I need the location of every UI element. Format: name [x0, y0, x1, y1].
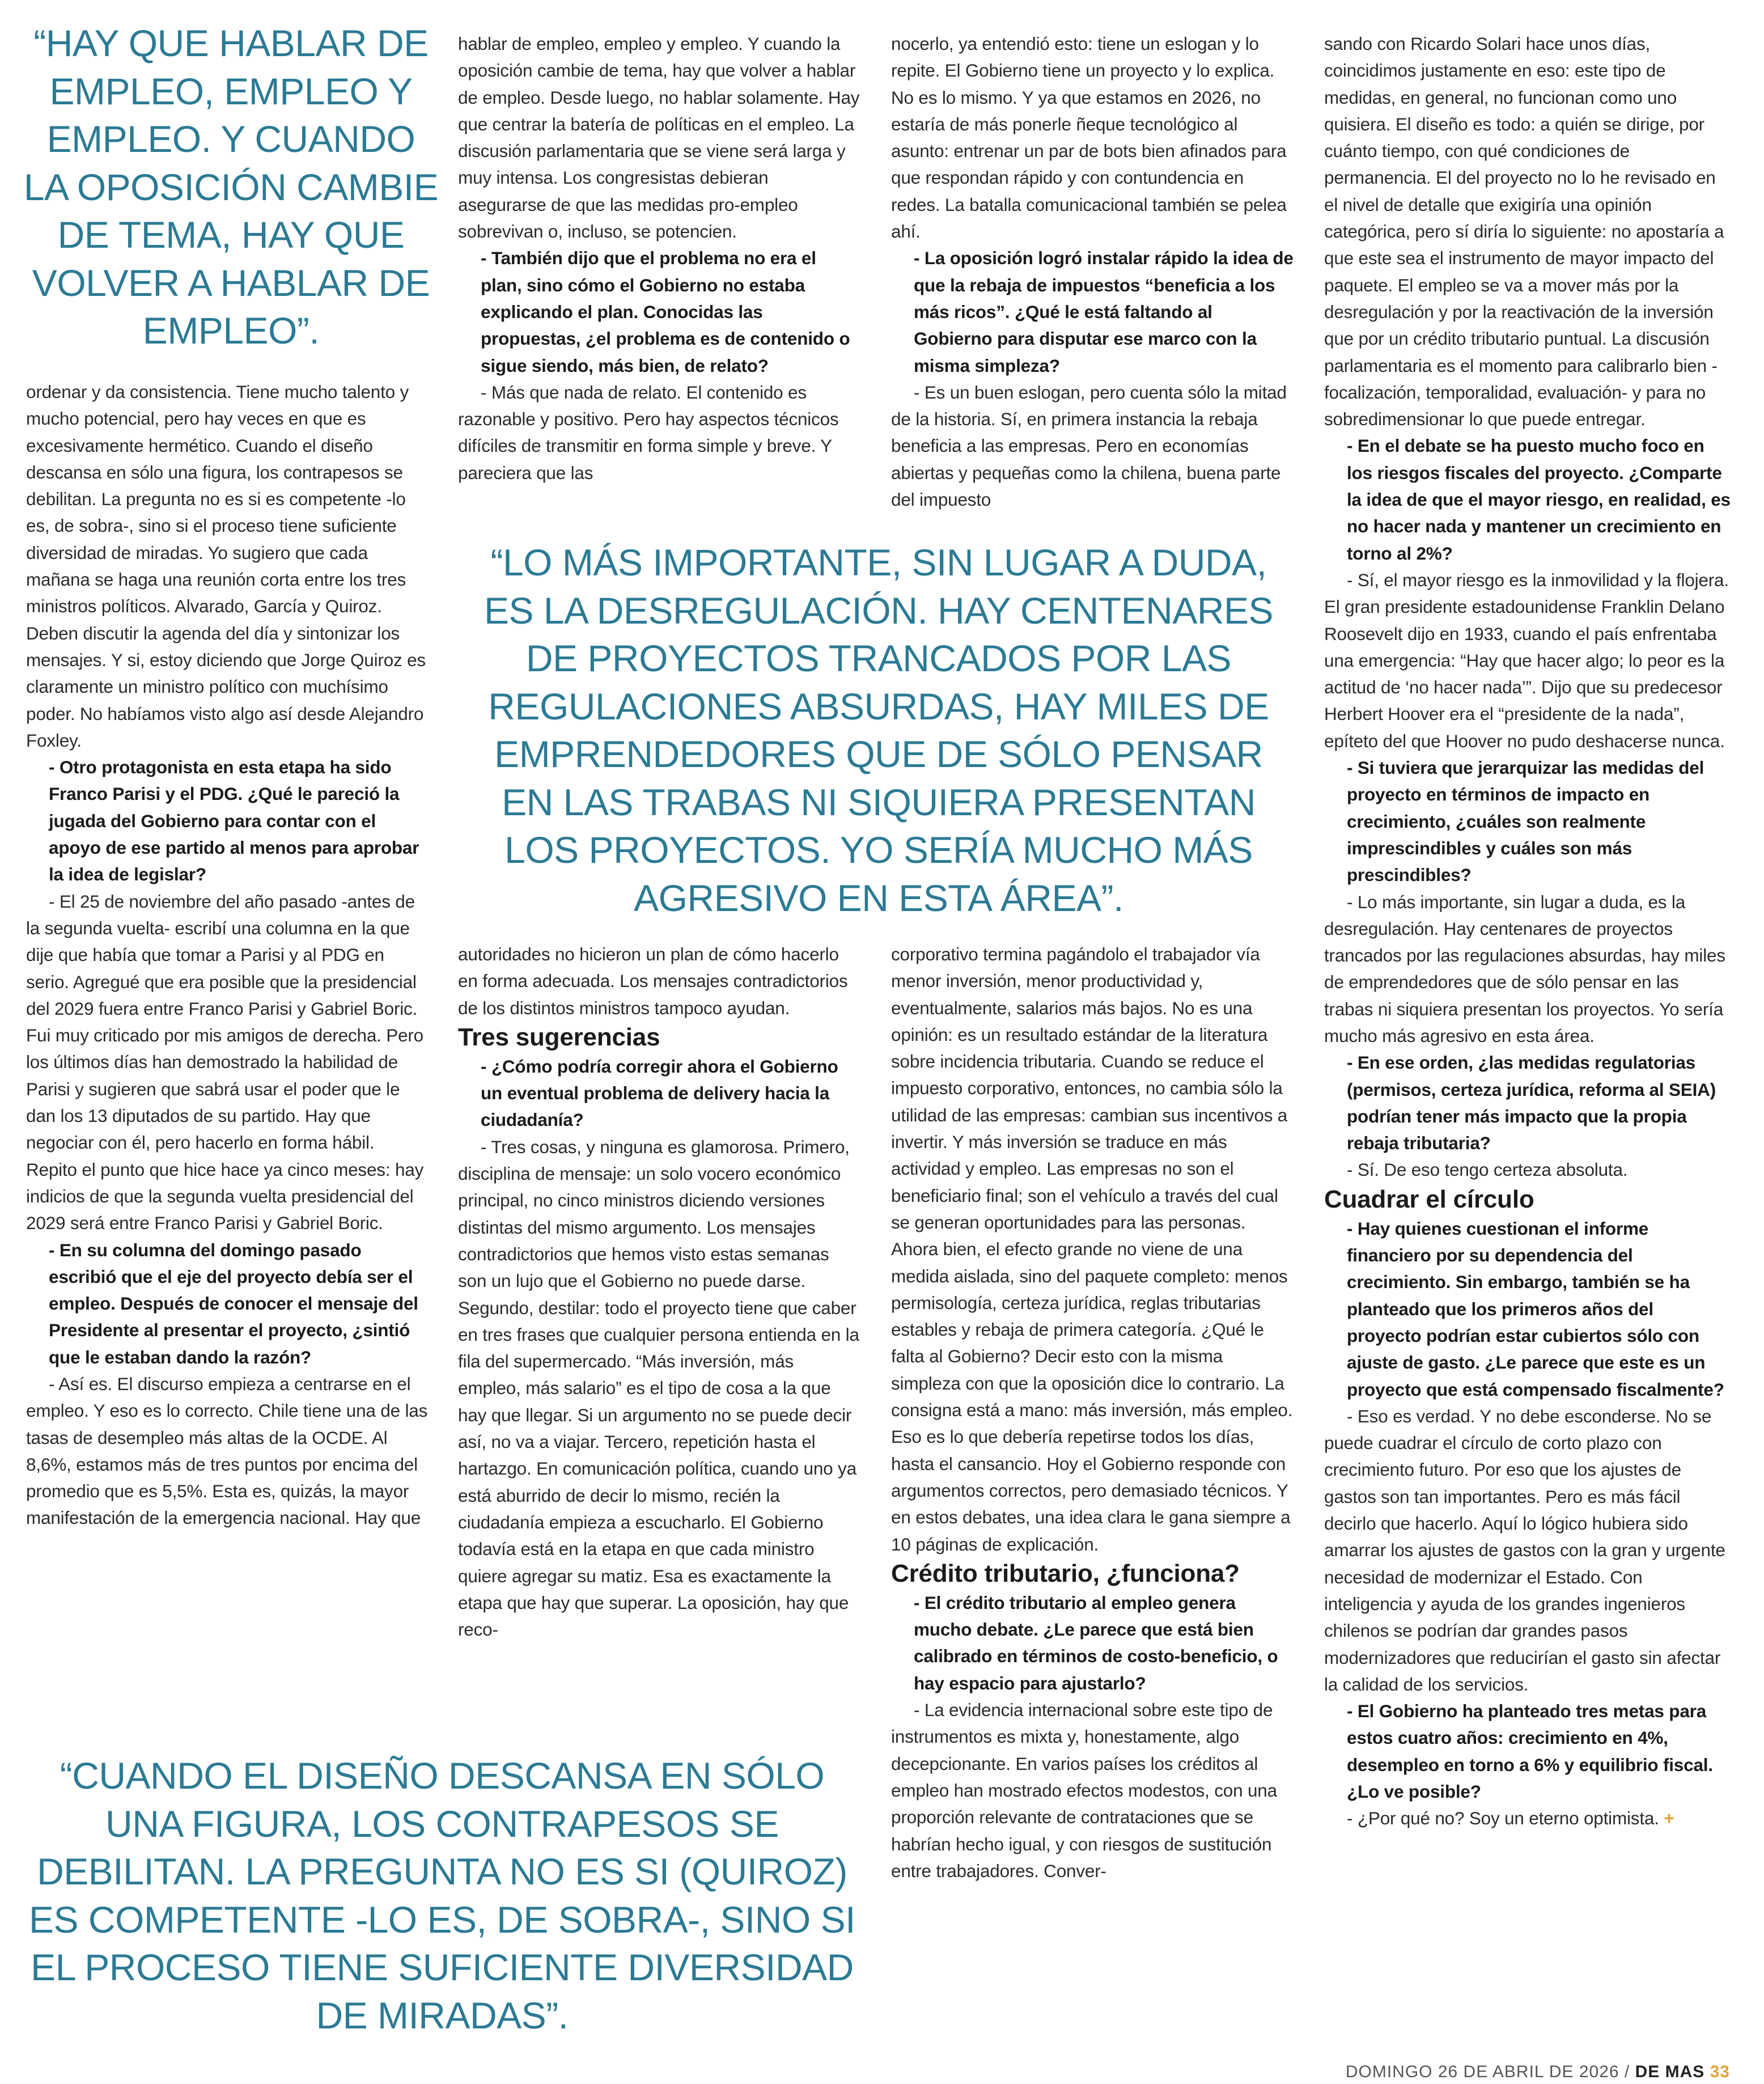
interview-answer: - Así es. El discurso empieza a centrarse en el empleo. Y eso es lo correcto. Chile tiene una de las tasas de desempleo más altas de la OCDE. Al 8,6%, estamos más de tres puntos por encima del promedio que es 5,5%. Esta es, quizás, la mayor manifestación de la emergencia nacional. Hay que: [26, 1373, 428, 1528]
interview-question: - Si tuviera que jerarquizar las medidas del proyecto en términos de impacto en crecimiento, ¿cuáles son realmente imprescindibles y cuáles son más prescindibles?: [1347, 757, 1704, 886]
interview-answer: - Eso es verdad. Y no debe esconderse. No se puede cuadrar el círculo de corto plazo con crecimiento futuro. Por eso que los ajustes de gastos son tan importantes. Pero es más fácil decirlo que hacerlo. Aquí lo lógico hubiera sido amarrar los ajustes de gastos con la gran y urgente necesidad de modernizar el Estado. Con inteligencia y ayuda de los grandes ingenieros chilenos se podrían dar grandes pasos modernizadores que reducirían el gasto sin afectar la calidad de los servicios.: [1324, 1405, 1725, 1695]
interview-answer: - Más que nada de relato. El contenido es razonable y positivo. Pero hay aspectos técnicos difíciles de transmitir en forma simple y breve. Y pareciera que las: [458, 382, 839, 483]
section-heading: Crédito tributario, ¿funciona?: [891, 1559, 1240, 1587]
section-heading: Cuadrar el círculo: [1324, 1185, 1534, 1213]
pull-quote-employment: “HAY QUE HABLAR DE EMPLEO, EMPLEO Y EMPLEO. Y CUANDO LA OPOSICIÓN CAMBIE DE TEMA, HAY QUE VOLVER A HABLAR DE EMPLEO”.: [23, 22, 439, 351]
interview-answer: - Sí, el mayor riesgo es la inmovilidad y la flojera. El gran presidente estadounidense Franklin Delano Roosevelt dijo en 1933, cuando el país enfrentaba una emergencia: “Hay que hacer algo; lo peor es la actitud de ‘no hacer nada’”. Dijo que su predecesor Herbert Hoover era el “presidente de la nada”, epíteto del que Hoover no pudo deshacerse nunca.: [1324, 569, 1729, 751]
column-3-bottom: [891, 941, 1294, 1884]
column-1: [26, 379, 429, 1532]
page-number: 33: [1710, 2062, 1730, 2081]
column-2-top: [458, 31, 860, 486]
paragraph: nocerlo, ya entendió esto: tiene un eslogan y lo repite. El Gobierno tiene un proyecto y lo explica. No es lo mismo. Y ya que estamos en 2026, no estaría de más ponerle ñeque tecnológico al asunto: entrenar un par de bots bien afinados para que respondan rápido y con contundencia en redes. La batalla comunicacional también se pelea ahí.: [891, 33, 1287, 242]
interview-answer: - El 25 de noviembre del año pasado -antes de la segunda vuelta- escribí una columna en la que dije que había que tomar a Parisi y al PDG en serio. Agregué que era posible que la presidencial del 2029 fuera entre Franco Parisi y Gabriel Boric. Fui muy criticado por mis amigos de derecha. Pero los últimos días han demostrado la habilidad de Parisi y sugieren que sabrá usar el poder que le dan los 13 diputados de su partido. Hay que negociar con él, pero hacerlo en forma hábil. Repito el punto que hice hace ya cinco meses: hay indicios de que la segunda vuelta presidencial del 2029 será entre Franco Parisi y Gabriel Boric.: [26, 891, 424, 1234]
interview-question: - En su columna del domingo pasado escribió que el eje del proyecto debía ser el empleo. Después de conocer el mensaje del Presidente al presentar el proyecto, ¿sintió que le estaban dando la razón?: [49, 1239, 418, 1367]
pull-quote-deregulation: “LO MÁS IMPORTANTE, SIN LUGAR A DUDA, ES LA DESREGULACIÓN. HAY CENTENARES DE PROYECTOS TRANCADOS POR LAS REGULACIONES ABSURDAS, HAY MILES DE EMPRENDEDORES QUE DE SÓLO PENSAR EN LAS TRABAS NI SIQUIERA PRESENTAN LOS PROYECTOS. YO SERÍA MUCHO MÁS AGRESIVO EN ESTA ÁREA”.: [484, 541, 1274, 919]
interview-answer: - Lo más importante, sin lugar a duda, es la desregulación. Hay centenares de proyectos trancados por las regulaciones absurdas, hay miles de emprendedores que de sólo pensar en las trabas ni siquiera presentan los proyectos. Yo sería mucho más agresivo en esta área.: [1324, 891, 1725, 1046]
interview-question: - El Gobierno ha planteado tres metas para estos cuatro años: crecimiento en 4%, desempleo en torno a 6% y equilibrio fiscal. ¿Lo ve posible?: [1347, 1701, 1713, 1802]
interview-answer: - Sí. De eso tengo certeza absoluta.: [1347, 1159, 1628, 1180]
paragraph: sando con Ricardo Solari hace unos días, coincidimos justamente en eso: este tipo de medidas, en general, no funcionan como uno quisiera. El diseño es todo: a quién se dirige, por cuánto tiempo, con qué condiciones de permanencia. El del proyecto no lo he revisado en el nivel de detalle que exigiría una opinión categórica, pero sí diría lo siguiente: no apostaría a que este sea el instrumento de mayor impacto del paquete. El empleo se va a mover más por la desregulación y por la reactivación de la inversión que por un crédito tributario puntual. La discusión parlamentaria es el momento para calibrarlo bien -focalización, temporalidad, evaluación- y para no sobredimensionar lo que puede entregar.: [1324, 33, 1724, 430]
column-3-top: [891, 31, 1294, 513]
footer-date: DOMINGO 26 DE ABRIL DE 2026 /: [1345, 2062, 1630, 2081]
interview-question: - El crédito tributario al empleo genera mucho debate. ¿Le parece que está bien calibrado en términos de costo-beneficio, o hay espacio para ajustarlo?: [914, 1592, 1278, 1693]
paragraph: corporativo termina pagándolo el trabajador vía menor inversión, menor productividad y, eventualmente, salarios más bajos. No es una opinión: es un resultado estándar de la literatura sobre incidencia tributaria. Cuando se reduce el impuesto corporativo, entonces, no cambia sólo la utilidad de las empresas: cambian sus incentivos a invertir. Y más inversión se traduce en más actividad y empleo. Las empresas no son el beneficiario final; son el vehículo a través del cual se generan oportunidades para las personas. Ahora bien, el efecto grande no viene de una medida aislada, sino del paquete completo: menos permisología, certeza jurídica, reglas tributarias estables y rebaja de primera categoría. ¿Qué le falta al Gobierno? Decir esto con la misma simpleza con que la oposición dice lo contrario. La consigna está a mano: más inversión, más empleo. Eso es lo que debería repetirse todos los días, hasta el cansancio. Hoy el Gobierno responde con argumentos correctos, pero demasiado técnicos. Y en estos debates, una idea clara le gana siempre a 10 páginas de explicación.: [891, 944, 1293, 1554]
interview-question: - Otro protagonista en esta etapa ha sido Franco Parisi y el PDG. ¿Qué le pareció la jugada del Gobierno para contar con el apoyo de ese partido al menos para aprobar la idea de legislar?: [49, 757, 419, 885]
interview-question: - También dijo que el problema no era el plan, sino cómo el Gobierno no estaba explicando el plan. Conocidas las propuestas, ¿el problema es de contenido o sigue siendo, más bien, de relato?: [481, 248, 850, 376]
interview-question: - La oposición logró instalar rápido la idea de que la rebaja de impuestos “beneficia a los más ricos”. ¿Qué le está faltando al Gobierno para disputar ese marco con la misma simpleza?: [914, 248, 1294, 376]
column-4: [1324, 31, 1732, 1832]
page-footer: [1346, 2062, 1730, 2082]
interview-question: - Hay quienes cuestionan el informe financiero por su dependencia del crecimiento. Sin embargo, también se ha planteado que los primeros años del proyecto podrían estar cubiertos sólo con ajuste de gasto. ¿Le parece que este es un proyecto que está compensado fiscalmente?: [1347, 1218, 1724, 1400]
footer-section: DE MAS: [1635, 2062, 1705, 2081]
end-mark-icon: +: [1664, 1808, 1674, 1829]
interview-question: - En ese orden, ¿las medidas regulatorias (permisos, certeza jurídica, reforma al SEIA) podrían tener más impacto que la propia rebaja tributaria?: [1347, 1052, 1716, 1154]
paragraph: autoridades no hicieron un plan de cómo hacerlo en forma adecuada. Los mensajes contradictorios de los distintos ministros tampoco ayudan.: [458, 944, 848, 1018]
interview-answer: - La evidencia internacional sobre este tipo de instrumentos es mixta y, honestamente, algo decepcionante. En varios países los créditos al empleo han mostrado efectos modestos, con una proporción relevante de contrataciones que se habrían hecho igual, y con riesgos de sustitución entre trabajadores. Conver-: [891, 1700, 1277, 1881]
column-2-bottom: [458, 941, 860, 1643]
interview-answer: - Tres cosas, y ninguna es glamorosa. Primero, disciplina de mensaje: un solo vocero económico principal, no cinco ministros diciendo versiones distintas del mismo argumento. Los mensajes contradictorios que hemos visto estas semanas son un lujo que el Gobierno no puede darse. Segundo, destilar: todo el proyecto tiene que caber en tres frases que cualquier persona entienda en la fila del supermercado. “Más inversión, más empleo, más salario” es el tipo de cosa a la que hay que llegar. Si un argumento no se puede decir así, no va a viajar. Tercero, repetición hasta el hartazgo. En comunicación política, cuando uno ya está aburrido de decir lo mismo, recién la ciudadanía empieza a escucharlo. El Gobierno todavía está en la etapa en que cada ministro quiere agregar su matiz. Esa es exactamente la etapa que hay que superar. La oposición, hay que reco-: [458, 1136, 859, 1640]
interview-answer: [1324, 1805, 1732, 1832]
final-answer: - ¿Por qué no? Soy un eterno optimista.: [1347, 1808, 1659, 1829]
section-heading: Tres sugerencias: [458, 1023, 660, 1051]
interview-question: - En el debate se ha puesto mucho foco en los riesgos fiscales del proyecto. ¿Comparte la idea de que el mayor riesgo, en realidad, es no hacer nada y mantener un crecimiento en torno al 2%?: [1347, 435, 1731, 564]
pull-quote-design: “CUANDO EL DISEÑO DESCANSA EN SÓLO UNA FIGURA, LOS CONTRAPESOS SE DEBILITAN. LA PREGUNTA NO ES SI (QUIROZ) ES COMPETENTE -LO ES, DE SOBRA-, SINO SI EL PROCESO TIENE SUFICIENTE DIVERSIDAD DE MIRADAS”.: [29, 1755, 855, 2036]
interview-answer: - Es un buen eslogan, pero cuenta sólo la mitad de la historia. Sí, en primera instancia la rebaja beneficia a las empresas. Pero en economías abiertas y pequeñas como la chilena, buena parte del impuesto: [891, 382, 1287, 510]
interview-question: - ¿Cómo podría corregir ahora el Gobierno un eventual problema de delivery hacia la ciudadanía?: [481, 1056, 838, 1130]
paragraph: hablar de empleo, empleo y empleo. Y cuando la oposición cambie de tema, hay que volver a hablar de empleo. Desde luego, no hablar solamente. Hay que centrar la batería de políticas en el empleo. La discusión parlamentaria que se viene será larga y muy intensa. Los congresistas debieran asegurarse de que las medidas pro-empleo sobrevivan o, incluso, se potencien.: [458, 33, 860, 242]
paragraph: ordenar y da consistencia. Tiene mucho talento y mucho potencial, pero hay veces en que es excesivamente hermético. Cuando el diseño descansa en sólo una figura, los contrapesos se debilitan. La pregunta no es si es competente -lo es, de sobra-, sino si el proceso tiene suficiente diversidad de miradas. Yo sugiero que cada mañana se haga una reunión corta entre los tres ministros políticos. Alvarado, García y Quiroz. Deben discutir la agenda del día y sintonizar los mensajes. Y si, estoy diciendo que Jorge Quiroz es claramente un ministro político con muchísimo poder. No habíamos visto algo así desde Alejandro Foxley.: [26, 382, 426, 751]
